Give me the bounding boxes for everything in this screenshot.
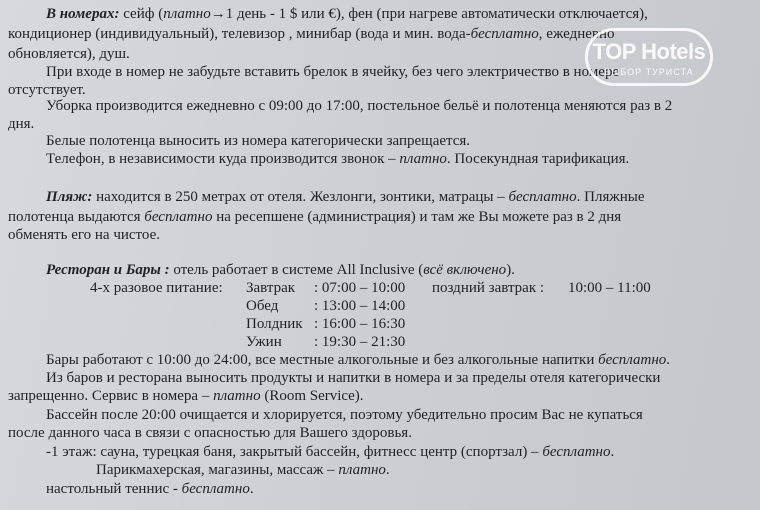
meal-name-snack: Полдник [246,316,303,332]
key-card-line-2: отсутствует. [8,82,86,98]
rooms-line-1: В номерах: сейф (платно→1 день - 1 $ или €), фен (при нагреве автоматически отключается), [46,6,648,22]
restaurant-heading: Ресторан и Бары : [46,262,170,278]
meal-time-lunch: : 13:00 – 14:00 [314,298,406,314]
towels-rule: Белые полотенца выносить из номера категорически запрещается. [46,133,471,149]
cleaning-line-1: Уборка производится ежедневно с 09:00 до 17:00, постельное бельё и полотенца меняются раз в 2 [46,98,673,114]
pool-line-2: после данного часа в связи с опасностью для Вашего здоровья. [8,425,412,441]
beach-line-3: обменять его на чистое. [8,227,161,243]
beach-line-2: полотенца выдаются бесплатно на ресепшене (администрация) и там же Вы можете раз в 2 дня [8,209,622,225]
takeout-line-2: запрещенно. Сервис в номера – платно (Room Service). [8,388,364,404]
beach-heading: Пляж: [46,189,93,205]
meal-time-snack: : 16:00 – 16:30 [314,316,406,332]
salon-shops: Парикмахерская, магазины, массаж – платно. [96,462,390,478]
beach-line-1: Пляж: находится в 250 метрах от отеля. Жезлонги, зонтики, матрацы – бесплатно. Пляжные [46,189,645,205]
watermark-brand: TOP Hotels [592,39,706,64]
bars-hours: Бары работают с 10:00 до 24:00, все местные алкогольные и без алкогольные напитки бесплатно. [46,352,671,368]
cleaning-line-2: дня. [8,116,35,132]
floor-facilities: -1 этаж: сауна, турецкая баня, закрытый бассейн, фитнесс центр (спортзал) – бесплатно. [46,444,615,460]
rooms-line-2: кондиционер (индивидуальный), телевизор , минибар (вода и мин. вода-бесплатно, ежедневно [8,26,615,42]
meals-label: 4-х разовое питание: [90,280,223,296]
tophotels-watermark [585,28,713,86]
rooms-heading: В номерах: [46,6,120,22]
rooms-line-3: обновляется), душ. [8,46,130,62]
pool-line-1: Бассейн после 20:00 очищается и хлорируется, поэтому убедительно просим Вас не купаться [46,407,643,423]
meal-name-lunch: Обед [246,298,279,314]
meal-time-dinner: : 19:30 – 21:30 [314,334,406,350]
watermark-subtitle: ВЫБОР ТУРИСТА [604,67,694,77]
takeout-line-1: Из баров и ресторана выносить продукты и напитки в номера и за пределы отеля категорически [46,370,661,386]
meal-name-dinner: Ужин [246,334,282,350]
late-breakfast-label: поздний завтрак : [432,280,545,296]
meal-name-breakfast: Завтрак [246,280,296,296]
table-tennis: настольный теннис - бесплатно. [46,481,254,497]
late-breakfast-time: 10:00 – 11:00 [568,280,651,296]
key-card-line-1: При входе в номер не забудьте вставить брелок в ячейку, без чего электричество в номере [46,64,620,80]
phone-rule: Телефон, в независимости куда производится звонок – платно. Посекундная тарификация. [46,151,630,167]
restaurant-intro: Ресторан и Бары : отель работает в системе All Inclusive (всё включено). [46,262,515,278]
meal-time-breakfast: : 07:00 – 10:00 [314,280,406,296]
